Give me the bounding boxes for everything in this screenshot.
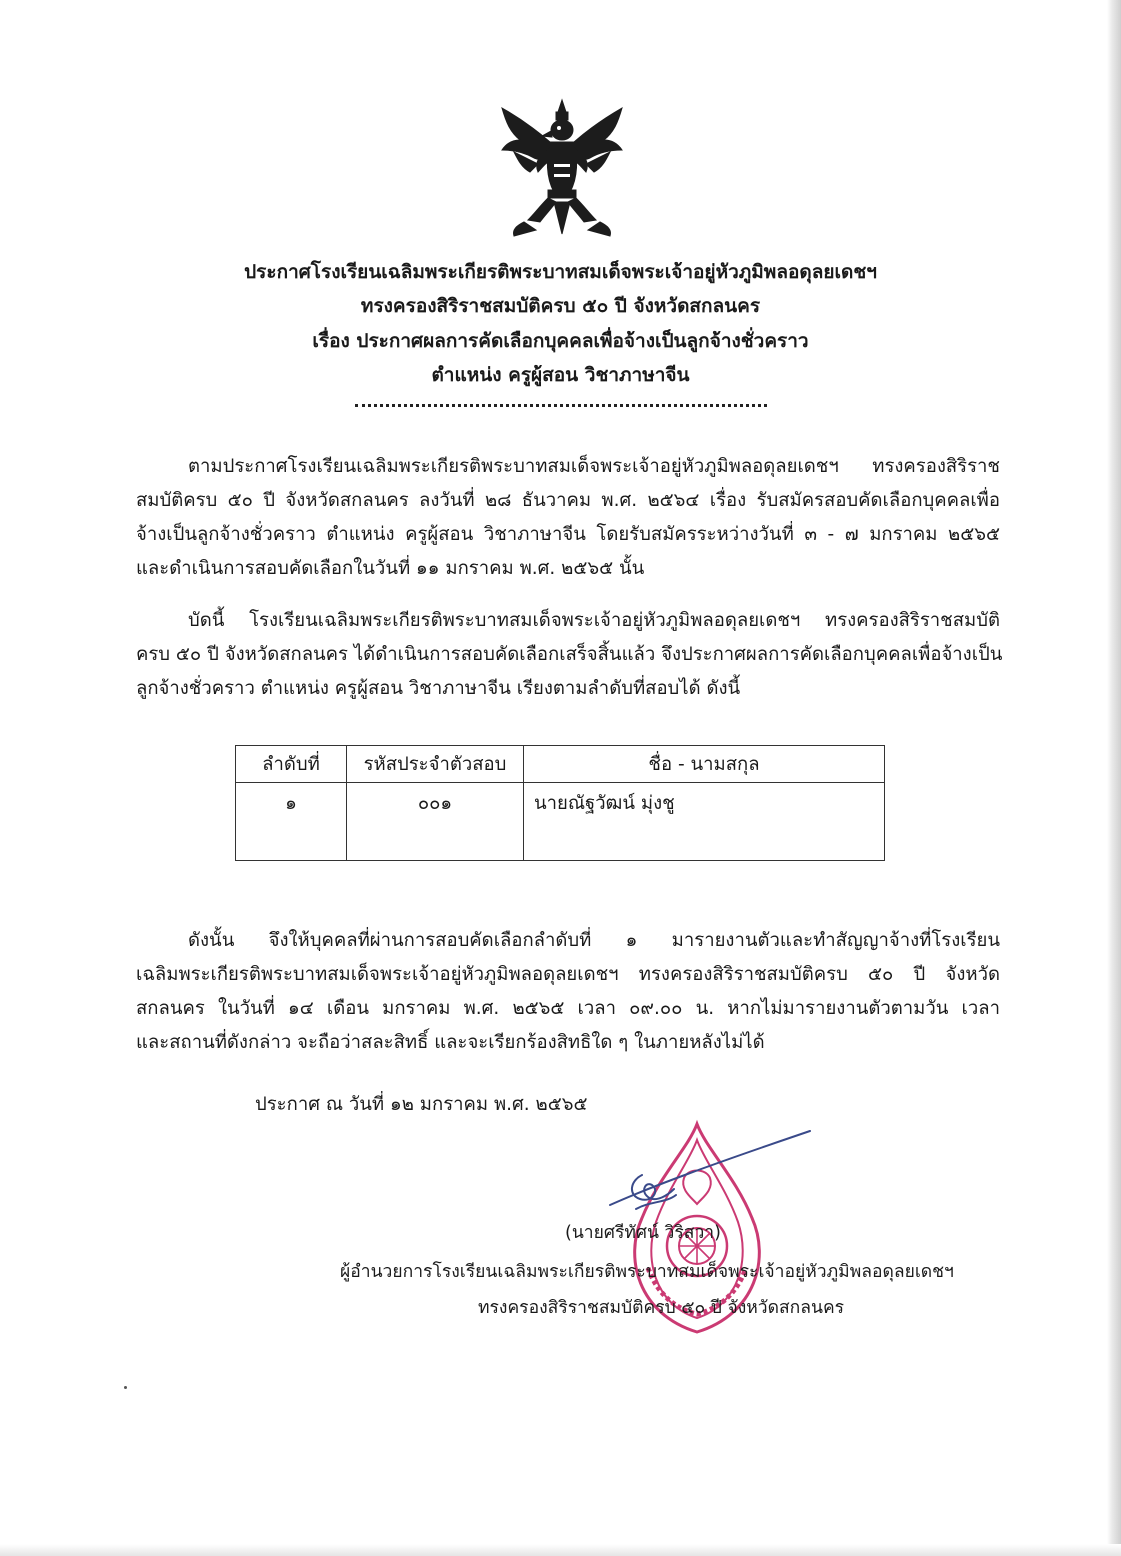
page-edge-shadow <box>1107 0 1121 1556</box>
paragraph-line: จ้างเป็นลูกจ้างชั่วคราว ตำแหน่ง ครูผู้สอน วิชาภาษาจีน โดยรับสมัครระหว่างวันที่ ๓ - ๗ มกราคม ๒๕๖๕ <box>136 524 1000 545</box>
header-position-line: ตำแหน่ง ครูผู้สอน วิชาภาษาจีน <box>431 364 690 386</box>
paragraph-line: ลูกจ้างชั่วคราว ตำแหน่ง ครูผู้สอน วิชาภาษาจีน เรียงตามลำดับที่สอบได้ ดังนี้ <box>136 678 741 699</box>
column-header-exam-id: รหัสประจำตัวสอบ <box>347 746 524 783</box>
table-row <box>236 783 885 861</box>
paragraph-line: และสถานที่ดังกล่าว จะถือว่าสละสิทธิ์ และจะเรียกร้องสิทธิใด ๆ ในภายหลังไม่ได้ <box>136 1032 765 1053</box>
garuda-emblem-icon <box>494 98 630 238</box>
paragraph-background <box>136 450 1000 586</box>
header-subject-line: เรื่อง ประกาศผลการคัดเลือกบุคคลเพื่อจ้างเป็นลูกจ้างชั่วคราว <box>312 330 809 352</box>
signer-position-line-1: ผู้อำนวยการโรงเรียนเฉลิมพระเกียรติพระบาทสมเด็จพระเจ้าอยู่หัวภูมิพลอดุลยเดชฯ <box>340 1262 954 1282</box>
paragraph-line: สมบัติครบ ๕๐ ปี จังหวัดสกลนคร ลงวันที่ ๒๘ ธันวาคม พ.ศ. ๒๕๖๔ เรื่อง รับสมัครสอบคัดเลือกบุคคลเพื่อ <box>136 490 1000 511</box>
column-header-rank: ลำดับที่ <box>236 746 347 783</box>
dotted-divider <box>355 404 767 407</box>
paragraph-line: ตามประกาศโรงเรียนเฉลิมพระเกียรติพระบาทสมเด็จพระเจ้าอยู่หัวภูมิพลอดุลยเดชฯ ทรงครองสิริราช <box>188 456 1000 477</box>
page-bottom-shadow <box>0 1544 1121 1556</box>
paragraph-line: บัดนี้ โรงเรียนเฉลิมพระเกียรติพระบาทสมเด็จพระเจ้าอยู่หัวภูมิพลอดุลยเดชฯ ทรงครองสิริราชสมบัติ <box>188 610 1000 631</box>
table-header-row <box>236 746 885 783</box>
paragraph-result-intro <box>136 604 1003 706</box>
signer-position-line-2: ทรงครองสิริราชสมบัติครบ ๕๐ ปี จังหวัดสกลนคร <box>478 1298 845 1318</box>
paragraph-line: สกลนคร ในวันที่ ๑๔ เดือน มกราคม พ.ศ. ๒๕๖๕ เวลา ๐๙.๐๐ น. หากไม่มารายงานตัวตามวัน เวลา <box>136 998 1000 1019</box>
paragraph-line: เฉลิมพระเกียรติพระบาทสมเด็จพระเจ้าอยู่หัวภูมิพลอดุลยเดชฯ ทรงครองสิริราชสมบัติครบ ๕๐ ปี จังหวัด <box>136 964 1000 985</box>
paragraph-reporting-instructions <box>136 924 1000 1060</box>
announcement-date: ประกาศ ณ วันที่ ๑๒ มกราคม พ.ศ. ๒๕๖๕ <box>255 1094 588 1115</box>
signer-name: (นายศรีทัศน์ วิริสวา) <box>565 1223 721 1243</box>
cell-rank: ๑ <box>236 783 347 861</box>
cell-exam-id: ๐๐๑ <box>347 783 524 861</box>
cell-full-name: นายณัฐวัฒน์ มุ่งชู <box>524 783 885 861</box>
header-line-1: ประกาศโรงเรียนเฉลิมพระเกียรติพระบาทสมเด็จพระเจ้าอยู่หัวภูมิพลอดุลยเดชฯ <box>244 261 877 283</box>
paragraph-line: และดำเนินการสอบคัดเลือกในวันที่ ๑๑ มกราคม พ.ศ. ๒๕๖๕ นั้น <box>136 558 645 579</box>
paragraph-line: ดังนั้น จึงให้บุคคลที่ผ่านการสอบคัดเลือกลำดับที่ ๑ มารายงานตัวและทำสัญญาจ้างที่โรงเรียน <box>188 930 1000 951</box>
scan-speck <box>124 1386 127 1389</box>
column-header-name: ชื่อ - นามสกุล <box>524 746 885 783</box>
header-line-2: ทรงครองสิริราชสมบัติครบ ๕๐ ปี จังหวัดสกลนคร <box>360 295 761 317</box>
results-table <box>235 745 885 861</box>
paragraph-line: ครบ ๕๐ ปี จังหวัดสกลนคร ได้ดำเนินการสอบคัดเลือกเสร็จสิ้นแล้ว จึงประกาศผลการคัดเลือกบุคคลเพื่อจ้างเป็น <box>136 644 1003 665</box>
